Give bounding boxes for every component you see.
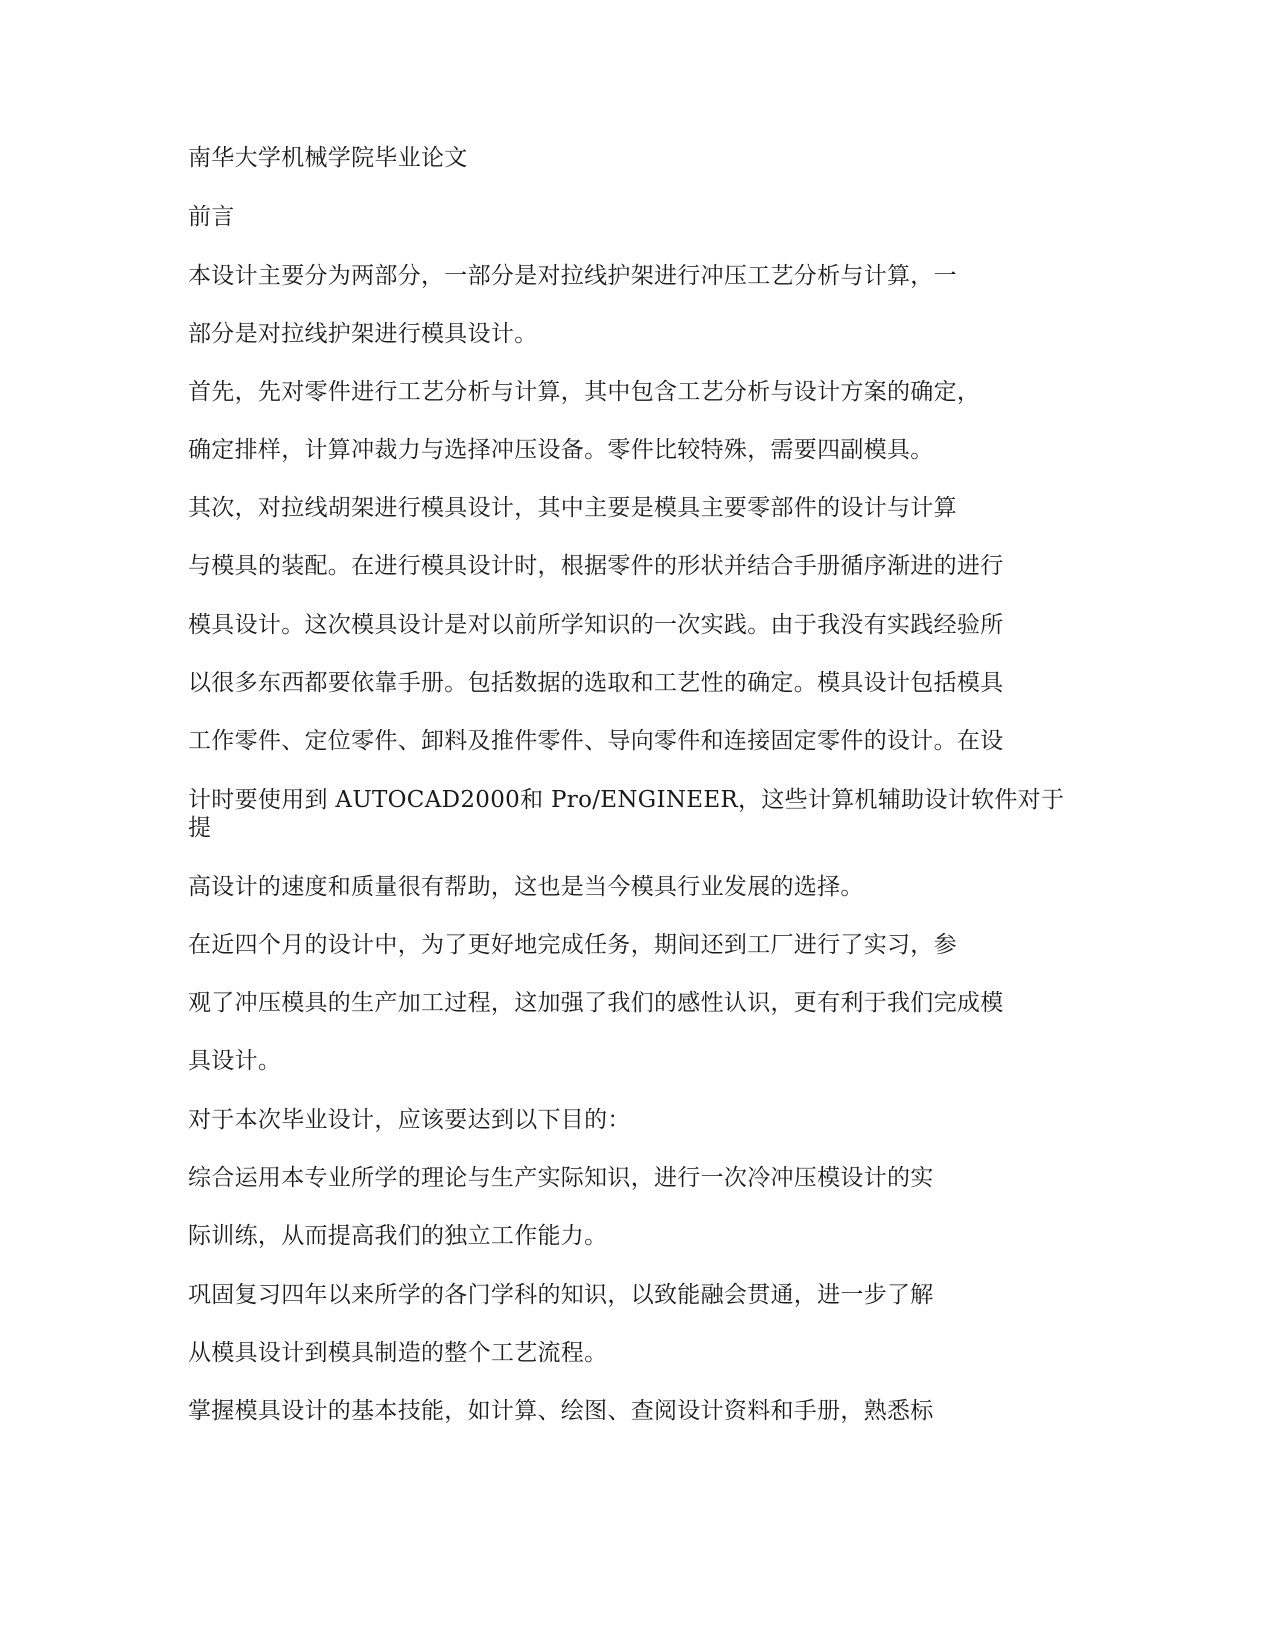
- text-line: 巩固复习四年以来所学的各门学科的知识，以致能融会贯通，进一步了解: [188, 1282, 934, 1308]
- text-line: 从模具设计到模具制造的整个工艺流程。: [188, 1340, 608, 1366]
- text-line: 确定排样，计算冲裁力与选择冲压设备。零件比较特殊，需要四副模具。: [188, 437, 934, 463]
- text-line: 本设计主要分为两部分，一部分是对拉线护架进行冲压工艺分析与计算，一: [188, 263, 957, 289]
- text-line: 具设计。: [188, 1048, 282, 1074]
- text-line: 在近四个月的设计中，为了更好地完成任务，期间还到工厂进行了实习，参: [188, 932, 957, 958]
- text-line: 综合运用本专业所学的理论与生产实际知识，进行一次冷冲压模设计的实: [188, 1165, 934, 1191]
- section-title: 前言: [188, 204, 235, 230]
- text-line: 模具设计。这次模具设计是对以前所学知识的一次实践。由于我没有实践经验所: [188, 612, 1004, 638]
- text-line: 提: [188, 815, 212, 841]
- text-line: 际训练，从而提高我们的独立工作能力。: [188, 1223, 608, 1249]
- text-line: 对于本次毕业设计，应该要达到以下目的：: [188, 1107, 631, 1133]
- document-header: 南华大学机械学院毕业论文: [188, 145, 468, 171]
- text-line: 计时要使用到 AUTOCAD2000和 Pro/ENGINEER，这些计算机辅助设计软件对于: [188, 787, 1065, 813]
- text-line: 首先，先对零件进行工艺分析与计算，其中包含工艺分析与设计方案的确定，: [188, 379, 981, 405]
- text-line: 观了冲压模具的生产加工过程，这加强了我们的感性认识，更有利于我们完成模: [188, 990, 1004, 1016]
- text-line: 以很多东西都要依靠手册。包括数据的选取和工艺性的确定。模具设计包括模具: [188, 670, 1004, 696]
- text-line: 高设计的速度和质量很有帮助，这也是当今模具行业发展的选择。: [188, 874, 864, 900]
- text-line: 掌握模具设计的基本技能，如计算、绘图、查阅设计资料和手册，熟悉标: [188, 1398, 934, 1424]
- text-line: 其次，对拉线胡架进行模具设计，其中主要是模具主要零部件的设计与计算: [188, 495, 957, 521]
- text-line: 与模具的装配。在进行模具设计时，根据零件的形状并结合手册循序渐进的进行: [188, 553, 1004, 579]
- text-line: 工作零件、定位零件、卸料及推件零件、导向零件和连接固定零件的设计。在设: [188, 728, 1004, 754]
- text-line: 部分是对拉线护架进行模具设计。: [188, 321, 538, 347]
